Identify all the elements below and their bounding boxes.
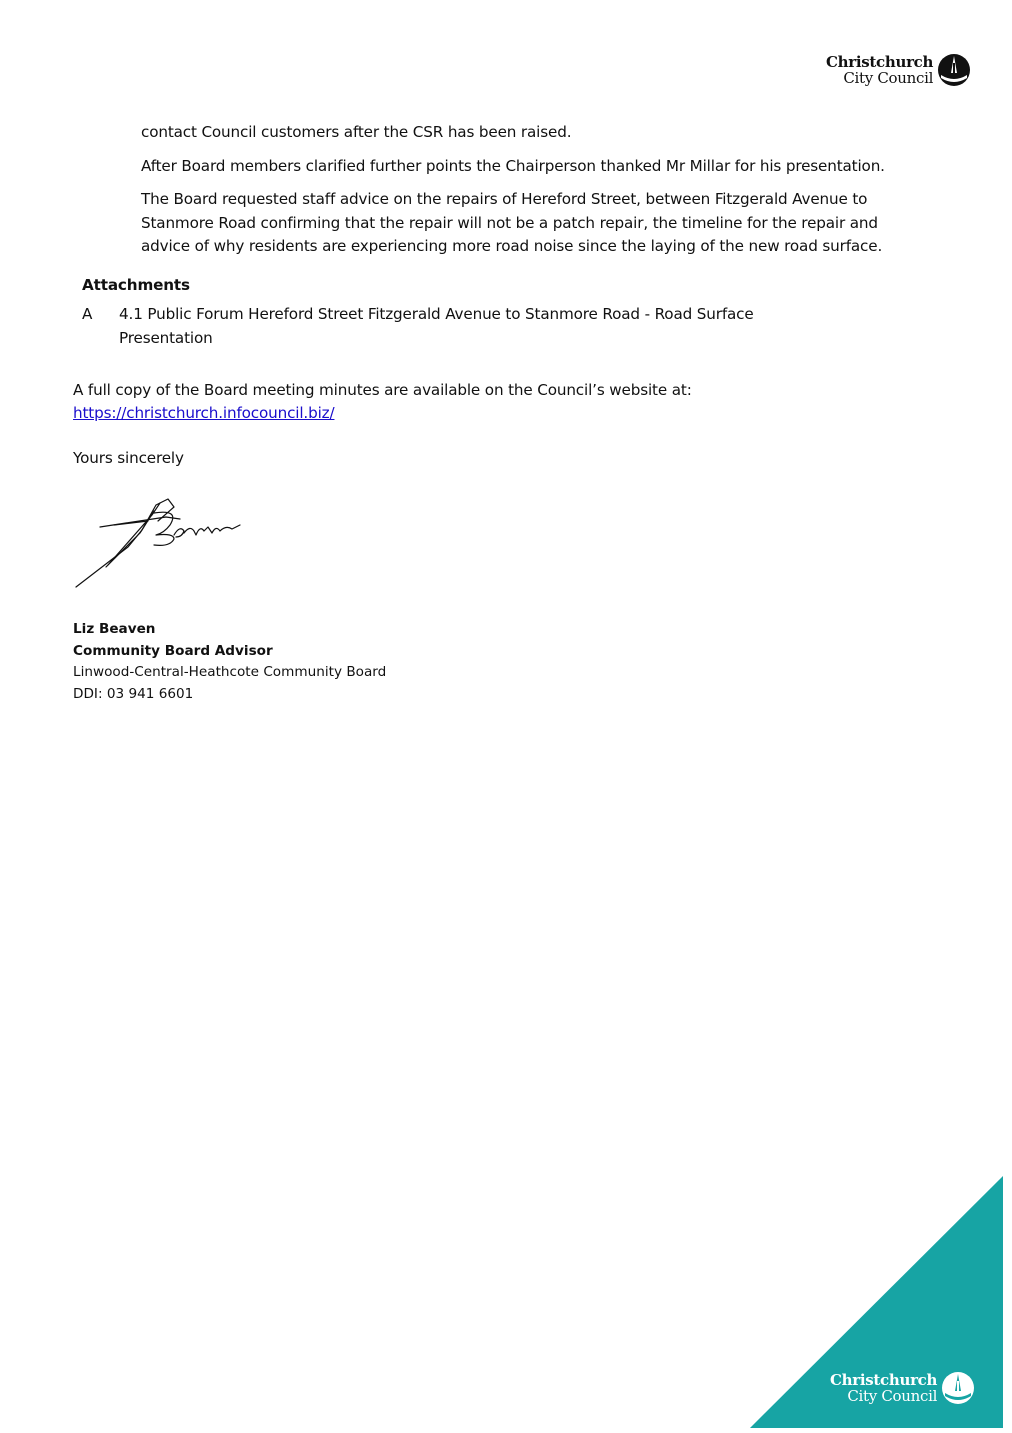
minutes-link[interactable]: https://christchurch.infocouncil.biz/	[73, 404, 335, 422]
attachment-letter: A	[82, 305, 93, 323]
minutes-note: A full copy of the Board meeting minutes are available on the Council’s website at:	[73, 381, 692, 399]
attachments-heading: Attachments	[82, 276, 190, 294]
footer-logo-line1: Christchurch	[830, 1371, 938, 1389]
attachment-title-line: Presentation	[119, 328, 213, 347]
logo-line2: City Council	[843, 69, 934, 87]
logo-line1: Christchurch	[826, 53, 934, 71]
council-logo-footer	[830, 1371, 975, 1405]
footer-logo-line2: City Council	[847, 1387, 938, 1405]
salutation: Yours sincerely	[73, 449, 184, 467]
signatory-board: Linwood-Central-Heathcote Community Board	[73, 664, 387, 680]
paragraph-board-thanks: After Board members clarified further points the Chairperson thanked Mr Millar for his presentation.	[141, 157, 885, 175]
signatory-title: Community Board Advisor	[73, 642, 273, 659]
paragraph-line: The Board requested staff advice on the repairs of Hereford Street, between Fitzgerald Avenue to	[141, 190, 868, 208]
attachment-title-line: 4.1 Public Forum Hereford Street Fitzgerald Avenue to Stanmore Road - Road Surface	[119, 305, 754, 323]
paragraph-continuation: contact Council customers after the CSR has been raised.	[141, 123, 572, 141]
paragraph-line: Stanmore Road confirming that the repair will not be a patch repair, the timeline for the repair and	[141, 213, 878, 232]
paragraph-line: advice of why residents are experiencing more road noise since the laying of the new road surface.	[141, 237, 883, 255]
signatory-name: Liz Beaven	[73, 621, 156, 637]
signatory-ddi: DDI: 03 941 6601	[73, 685, 194, 702]
cathedral-emblem-icon	[941, 1371, 975, 1405]
